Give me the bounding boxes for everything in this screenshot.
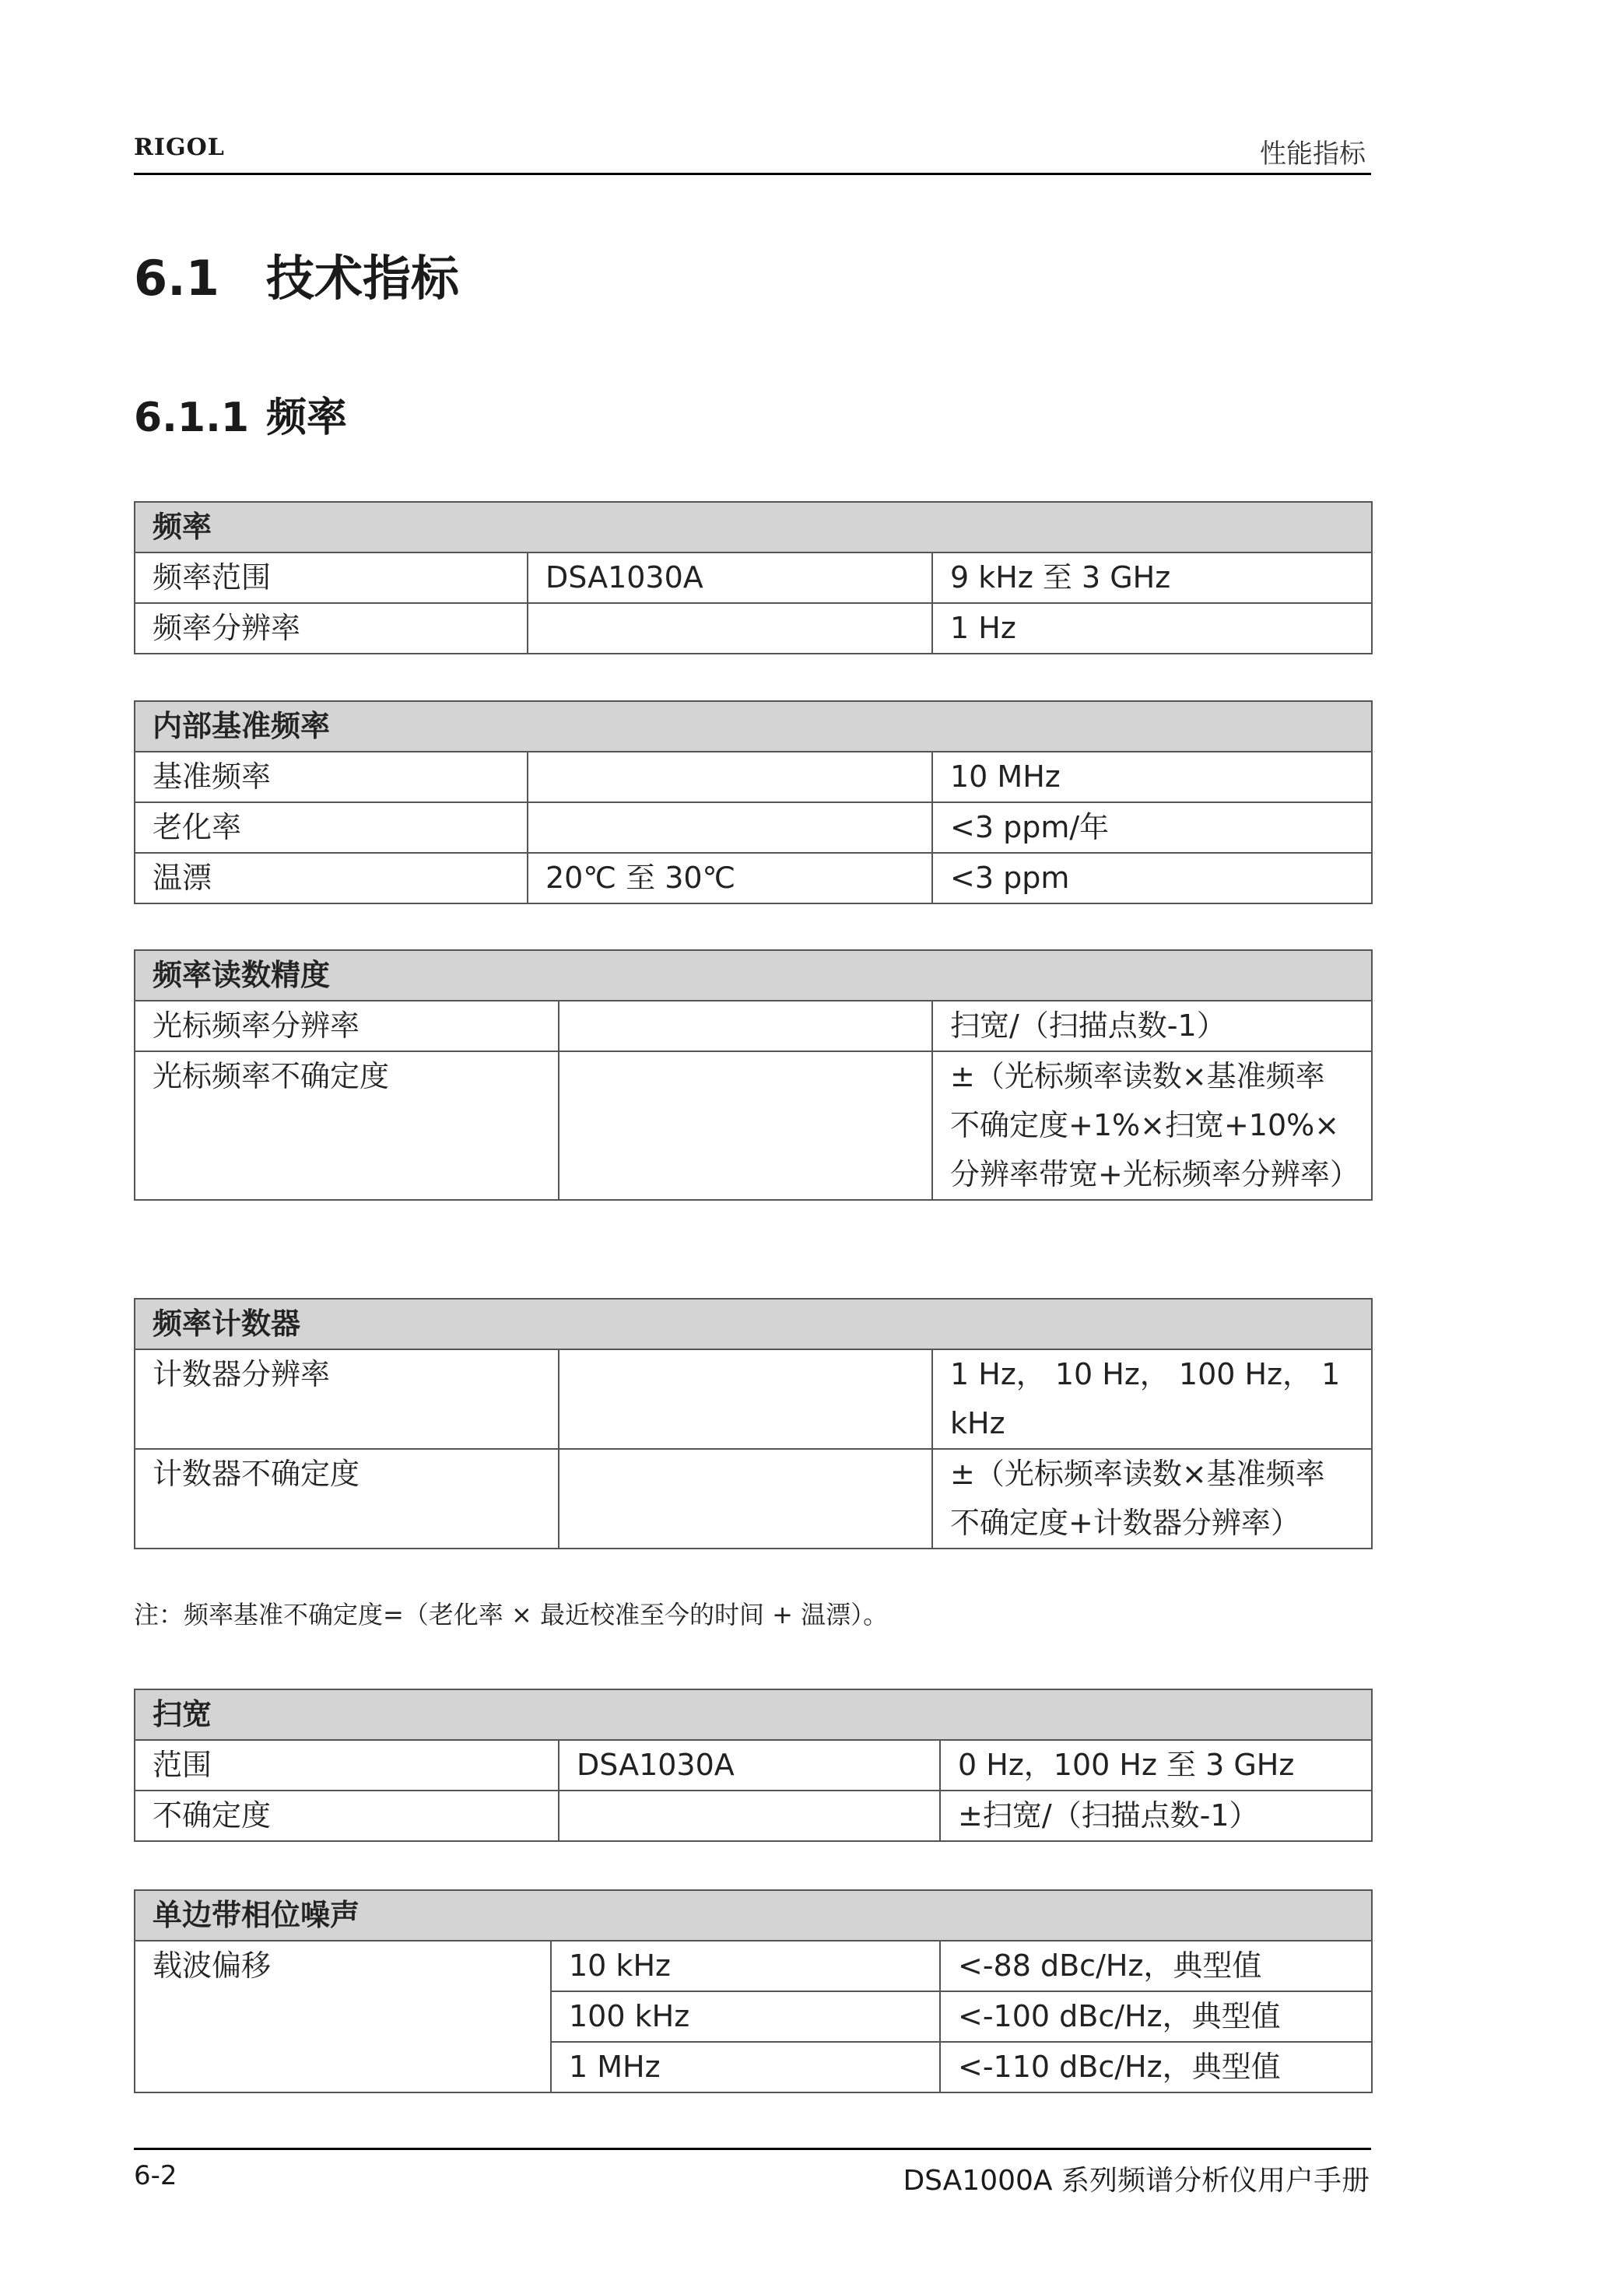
table-cell: 频率分辨率 <box>135 603 528 654</box>
table-cell: DSA1030A <box>559 1740 940 1791</box>
table-cell: <-88 dBc/Hz，典型值 <box>940 1941 1372 1991</box>
table-cell: <3 ppm <box>932 853 1372 903</box>
table-cell <box>559 1449 932 1549</box>
table-cell: 载波偏移 <box>135 1941 551 2092</box>
table-cell <box>559 1791 940 1841</box>
page-number: 6-2 <box>134 2160 177 2191</box>
table-cell: DSA1030A <box>528 552 932 603</box>
table-row <box>135 1449 1372 1549</box>
spec-table-readout-accuracy <box>134 949 1373 1201</box>
table-cell: 计数器分辨率 <box>135 1349 559 1449</box>
section-heading <box>134 240 459 309</box>
table-row <box>135 1740 1372 1791</box>
table-cell <box>528 802 932 853</box>
footer-rule <box>134 2148 1371 2150</box>
table-cell: 1 MHz <box>551 2042 940 2092</box>
table-cell: 100 kHz <box>551 1991 940 2042</box>
table-cell: <-110 dBc/Hz，典型值 <box>940 2042 1372 2092</box>
table-row <box>135 1349 1372 1449</box>
table-title: 单边带相位噪声 <box>135 1890 1372 1941</box>
table-cell <box>528 752 932 802</box>
table-cell: <3 ppm/年 <box>932 802 1372 853</box>
subsection-heading <box>134 384 347 443</box>
table-row <box>135 1791 1372 1841</box>
table-cell: 频率范围 <box>135 552 528 603</box>
table-cell: 20℃ 至 30℃ <box>528 853 932 903</box>
table-cell: 基准频率 <box>135 752 528 802</box>
table-cell: 10 kHz <box>551 1941 940 1991</box>
table-cell <box>559 1001 932 1051</box>
table-row <box>135 752 1372 802</box>
table-cell: 扫宽/（扫描点数-1） <box>932 1001 1372 1051</box>
table-title: 内部基准频率 <box>135 701 1372 752</box>
section-title: 技术指标 <box>266 250 460 307</box>
table-cell: 1 Hz， 10 Hz， 100 Hz， 1 kHz <box>932 1349 1372 1449</box>
spec-table-reference <box>134 700 1373 904</box>
table-cell: 1 Hz <box>932 603 1372 654</box>
table-cell: 计数器不确定度 <box>135 1449 559 1549</box>
spec-table-frequency <box>134 501 1373 654</box>
section-number: 6.1 <box>134 250 219 307</box>
table-row <box>135 603 1372 654</box>
table-cell <box>559 1349 932 1449</box>
subsection-title: 频率 <box>266 395 348 441</box>
table-row <box>135 1051 1372 1200</box>
table-title: 频率计数器 <box>135 1299 1372 1349</box>
table-cell: ±扫宽/（扫描点数-1） <box>940 1791 1372 1841</box>
table-cell: 光标频率不确定度 <box>135 1051 559 1200</box>
table-row <box>135 853 1372 903</box>
table-cell: <-100 dBc/Hz，典型值 <box>940 1991 1372 2042</box>
table-cell: 范围 <box>135 1740 559 1791</box>
table-cell <box>528 603 932 654</box>
header-section: 性能指标 <box>1260 139 1366 170</box>
table-cell: 不确定度 <box>135 1791 559 1841</box>
table-title: 频率读数精度 <box>135 950 1372 1001</box>
table-cell: 光标频率分辨率 <box>135 1001 559 1051</box>
table-cell <box>559 1051 932 1200</box>
table-cell: ±（光标频率读数×基准频率不确定度+1%×扫宽+10%×分辨率带宽+光标频率分辨率） <box>932 1051 1372 1200</box>
header-brand: RIGOL <box>134 134 225 161</box>
table-cell: 9 kHz 至 3 GHz <box>932 552 1372 603</box>
spec-table-phase-noise <box>134 1889 1373 2093</box>
footnote: 注：频率基准不确定度=（老化率 × 最近校准至今的时间 + 温漂）。 <box>134 1600 889 1629</box>
spec-table-span <box>134 1689 1373 1842</box>
manual-title: DSA1000A 系列频谱分析仪用户手册 <box>903 2165 1370 2197</box>
table-row <box>135 552 1372 603</box>
table-cell: 老化率 <box>135 802 528 853</box>
spec-table-counter <box>134 1298 1373 1549</box>
table-cell: ±（光标频率读数×基准频率不确定度+计数器分辨率） <box>932 1449 1372 1549</box>
header-rule <box>134 173 1371 175</box>
table-row <box>135 1001 1372 1051</box>
subsection-number: 6.1.1 <box>134 395 250 441</box>
table-cell: 10 MHz <box>932 752 1372 802</box>
table-cell: 0 Hz，100 Hz 至 3 GHz <box>940 1740 1372 1791</box>
table-row <box>135 802 1372 853</box>
table-title: 频率 <box>135 502 1372 552</box>
table-title: 扫宽 <box>135 1689 1372 1740</box>
table-cell: 温漂 <box>135 853 528 903</box>
table-row <box>135 1941 1372 1991</box>
